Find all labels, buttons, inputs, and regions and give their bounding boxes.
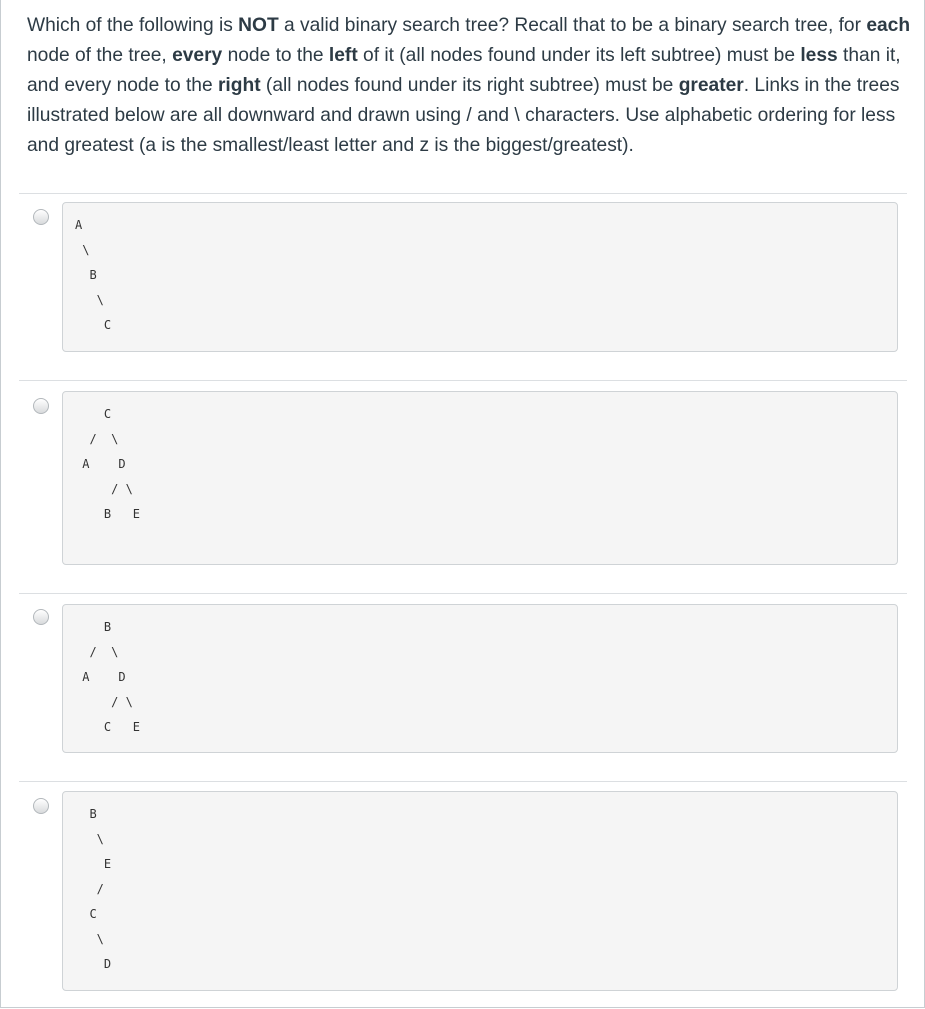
answer-b-box[interactable]	[62, 391, 898, 565]
question-text-run: . Links in the trees illustrated below are all downward and drawn using / and \ characters. Use alphabetic ordering for less and greatest (a is the smallest/least letter and z is the biggest/greatest).	[27, 75, 900, 156]
answer-a-radio[interactable]	[33, 209, 49, 225]
question-emphasis: every	[172, 45, 223, 66]
question-emphasis: greater	[678, 75, 744, 96]
answer-option-d[interactable]	[19, 781, 907, 1007]
question-text-run: (all nodes found under its right subtree) must be	[260, 75, 679, 96]
answer-option-b[interactable]	[19, 380, 907, 593]
answer-b-tree: C / \ A D / \ B E	[82, 407, 141, 521]
answer-a-tree: A \ B \ C	[75, 218, 112, 332]
question-emphasis: right	[217, 75, 261, 96]
question-text-run: of it (all nodes found under its left subtree) must be	[357, 45, 801, 66]
answer-d-radio[interactable]	[33, 798, 49, 814]
question-emphasis: less	[800, 45, 838, 66]
answer-d-tree: B \ E / C \ D	[89, 807, 112, 971]
question-emphasis: left	[328, 45, 358, 66]
question-emphasis: NOT	[238, 15, 279, 36]
answer-option-c[interactable]	[19, 593, 907, 781]
question-text	[27, 11, 912, 161]
answer-d-box[interactable]	[62, 791, 898, 991]
question-text-run: Which of the following is	[27, 15, 239, 36]
question-text-run: a valid binary search tree? Recall that to be a binary search tree, for	[278, 15, 867, 36]
answer-a-box[interactable]	[62, 202, 898, 352]
question-text-run: node of the tree,	[27, 45, 173, 66]
question-text-run: node to the	[222, 45, 329, 66]
answer-c-box[interactable]	[62, 604, 898, 753]
question-emphasis: each	[866, 15, 911, 36]
answer-c-tree: B / \ A D / \ C E	[82, 620, 141, 734]
question-text-run: than it, and every node to the	[27, 45, 901, 96]
answer-option-a[interactable]	[19, 193, 907, 380]
answer-b-radio[interactable]	[33, 398, 49, 414]
answer-c-radio[interactable]	[33, 609, 49, 625]
